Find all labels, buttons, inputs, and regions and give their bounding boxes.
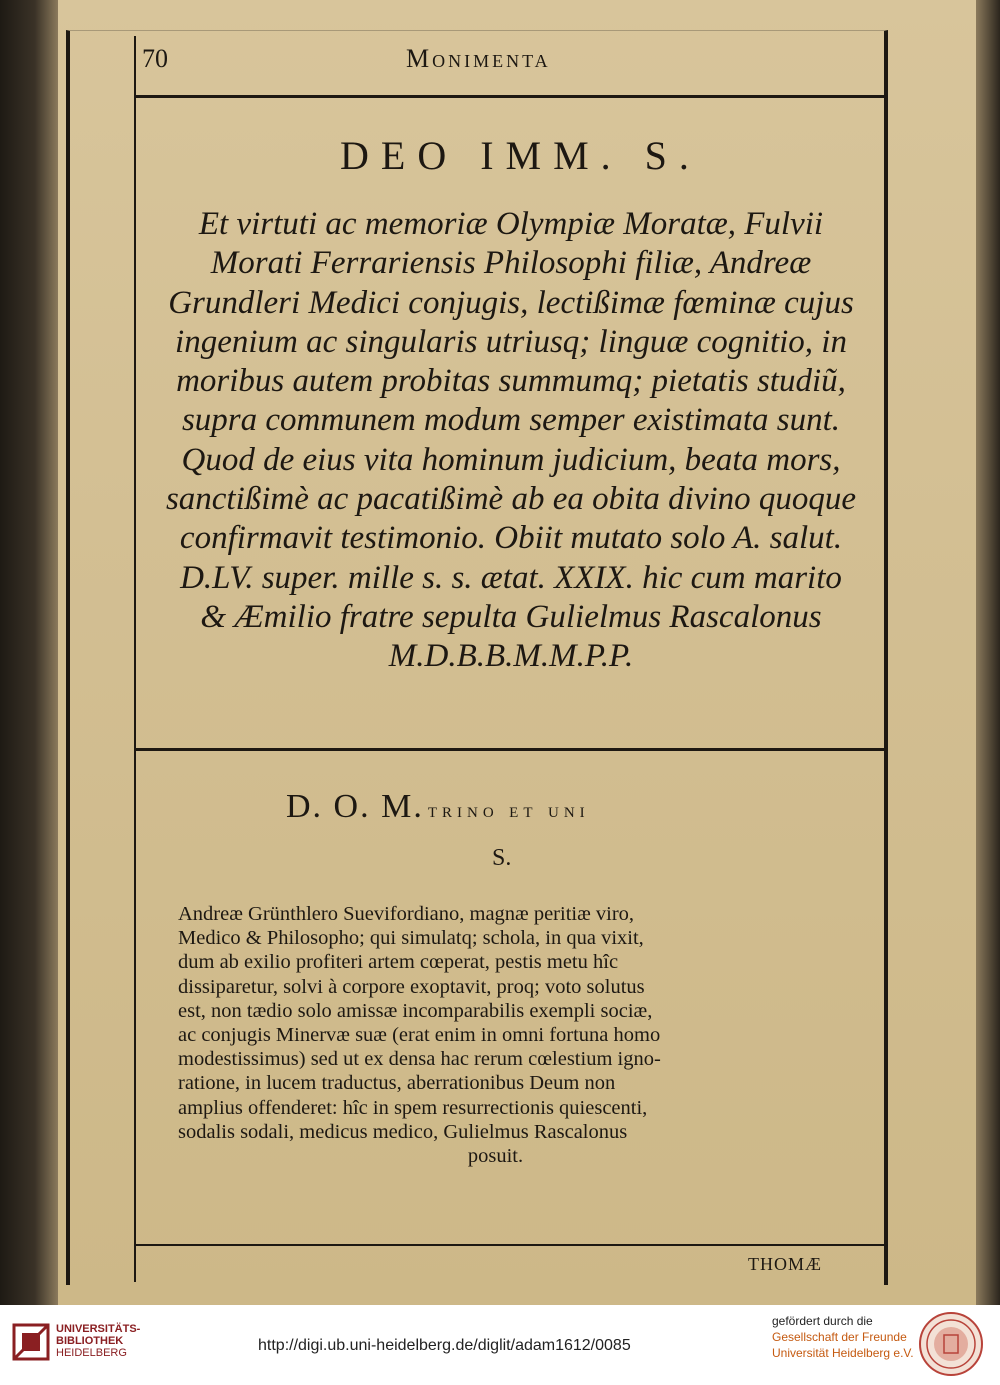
- page-edge-right: [976, 0, 1000, 1305]
- dedication-line: posuit.: [467, 1145, 524, 1168]
- epitaph-line: ingenium ac singularis utriusq; linguæ cognitio, in: [175, 323, 847, 360]
- viewer-footer: [0, 1305, 1000, 1385]
- header-rule: [134, 95, 886, 98]
- epitaph-line: & Æmilio fratre sepulta Gulielmus Rascalonus: [200, 598, 822, 635]
- binding-shadow-left: [0, 0, 58, 1305]
- dedication-line: Andreæ Grünthlero Suevifordiano, magnæ peritiæ viro,: [178, 903, 635, 925]
- dedication-line: ac conjugis Minervæ suæ (erat enim in omni fortuna homo: [178, 1024, 661, 1047]
- university-seal-icon: [918, 1311, 984, 1377]
- permalink[interactable]: http://digi.ub.uni-heidelberg.de/diglit/adam1612/0085: [258, 1337, 631, 1354]
- epitaph-text: [142, 205, 880, 677]
- epitaph-line: Morati Ferrariensis Philosophi filiæ, Andreæ: [210, 245, 812, 282]
- epitaph-line: supra communem modum semper existimata sunt.: [181, 402, 841, 439]
- dedication-line: dum ab exilio profiteri artem cœperat, pestis metu hîc: [178, 951, 619, 974]
- dedication-text: [178, 902, 813, 1168]
- epitaph-line: sanctißimè ac pacatißimè ab ea obita divino quoque: [165, 481, 857, 518]
- epitaph-line: M.D.B.B.M.M.P.P.: [388, 638, 634, 675]
- dedication-heading: [286, 788, 590, 826]
- dedication-line: modestissimus) sed ut ex densa hac rerum cœlestium igno-: [178, 1048, 661, 1071]
- epitaph-line: moribus autem probitas summumq; pietatis studiũ,: [176, 363, 846, 400]
- dedication-line: dissiparetur, solvi à corpore exoptavit, proq; voto solutus: [178, 975, 645, 998]
- sponsor-org-line[interactable]: Universität Heidelberg e.V.: [772, 1346, 914, 1360]
- dedication-line: Medico & Philosopho; qui simulatq; schola, in qua vixit,: [178, 927, 644, 950]
- sponsor-note: gefördert durch die Gesellschaft der Freunde Universität Heidelberg e.V.: [772, 1314, 914, 1360]
- dedication-line: amplius offenderet: hîc in spem resurrectionis quiescenti,: [178, 1096, 648, 1119]
- epitaph-line: Et virtuti ac memoriæ Olympiæ Moratæ, Fulvii: [198, 206, 824, 242]
- epitaph-line: D.LV. super. mille s. s. ætat. XXIX. hic cum marito: [180, 559, 842, 596]
- running-title: Monimenta: [406, 44, 551, 73]
- epitaph-heading: DEO IMM. S.: [340, 133, 701, 178]
- dedication-line: ratione, in lucem traductus, aberrationibus Deum non: [178, 1072, 616, 1095]
- section-divider: [134, 748, 886, 751]
- university-library-logo-icon: [12, 1319, 50, 1363]
- page-number: 70: [142, 44, 168, 73]
- dedication-line: est, non tædio solo amissæ incomparabilis exempli sociæ,: [178, 999, 653, 1022]
- catchword: THOMÆ: [748, 1254, 823, 1274]
- epitaph-line: Quod de eius vita hominum judicium, beata mors,: [181, 441, 841, 478]
- epitaph-line: Grundleri Medici conjugis, lectißimæ fœminæ cujus: [168, 284, 854, 321]
- library-name: UNIVERSITÄTS- BIBLIOTHEK HEIDELBERG: [56, 1323, 141, 1359]
- dedication-s: S.: [492, 845, 512, 871]
- frame-inner-rule: [134, 36, 136, 1282]
- dedication-heading-sub: trino et uni: [427, 797, 590, 822]
- dedication-heading-main: D. O. M.: [286, 788, 424, 825]
- dedication-line: sodalis sodali, medicus medico, Gulielmus Rascalonus: [178, 1120, 628, 1143]
- epitaph-line: confirmavit testimonio. Obiit mutato solo A. salut.: [179, 520, 843, 557]
- footer-rule: [134, 1244, 886, 1246]
- sponsor-org-line[interactable]: Gesellschaft der Freunde: [772, 1330, 907, 1344]
